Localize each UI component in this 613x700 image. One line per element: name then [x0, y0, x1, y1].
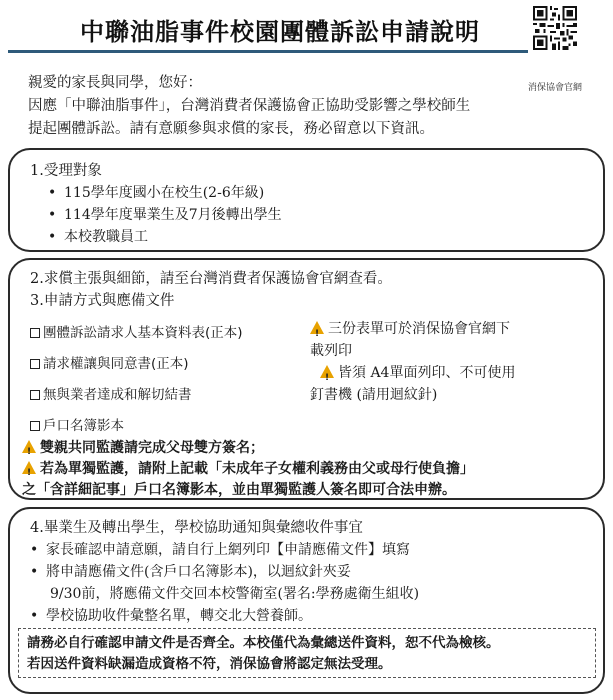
checkbox-icon[interactable] — [30, 359, 40, 369]
checklist-item[interactable]: 戶口名簿影本 — [30, 411, 320, 442]
list-item: • 學校協助收件彙整名單，轉交北大營養師。 — [30, 605, 600, 627]
checklist-item[interactable]: 無與業者達成和解切結書 — [30, 380, 320, 411]
bullet-icon: • — [48, 185, 57, 201]
bullet-icon: • — [30, 564, 39, 580]
list-item: • 將申請應備文件(含戶口名簿影本)，以迴紋針夾妥 — [30, 561, 600, 583]
list-item-continued: 9/30前，將應備文件交回本校警衛室(署名:學務處衛生組收) — [50, 586, 420, 602]
section-heading: 1.受理對象 — [30, 163, 102, 179]
warning-icon — [310, 321, 324, 334]
notice-line: !若為單獨監護，請附上記載「未成年子女權利義務由父或母行使負擔」 — [22, 459, 602, 480]
note-item: !三份表單可於消保協會官網下 — [310, 318, 580, 340]
document-checklist — [30, 318, 320, 442]
bullet-icon: • — [48, 229, 57, 245]
list-item: • 本校教職員工 — [30, 226, 282, 248]
note-item: 釘書機 (請用迴紋針) — [310, 387, 438, 403]
intro-line: 因應「中聯油脂事件」，台灣消費者保護協會正協助受影響之學校師生 — [28, 98, 471, 114]
disclaimer-box — [18, 628, 596, 678]
application-section — [8, 258, 605, 500]
list-item: • 家長確認申請意願，請自行上網列印【申請應備文件】填寫 — [30, 539, 600, 561]
intro-paragraph — [28, 72, 588, 141]
print-notes — [310, 318, 580, 406]
bullet-icon: • — [30, 542, 39, 558]
warning-icon — [22, 440, 36, 453]
intro-line: 提起團體訴訟。請有意願參與求償的家長，務必留意以下資訊。 — [28, 121, 434, 137]
notice-line: !雙親共同監護請完成父母雙方簽名； — [22, 438, 602, 459]
intro-greeting: 親愛的家長與同學，您好： — [28, 75, 202, 91]
page-title: 中聯油脂事件校園團體訴訟申請說明 — [80, 18, 480, 46]
checkbox-icon[interactable] — [30, 421, 40, 431]
notice-line: 之「含詳細記事」戶口名簿影本，並由單獨監護人簽名即可合法申辦。 — [22, 482, 456, 498]
disclaimer-line: 若因送件資料缺漏造成資格不符，消保協會將認定無法受理。 — [27, 656, 392, 672]
bullet-icon: • — [48, 207, 57, 223]
warning-icon — [320, 365, 334, 378]
section-heading: 2.求償主張與細節，請至台灣消費者保護協會官網查看。 — [30, 271, 392, 287]
section-heading: 4.畢業生及轉出學生，學校協助通知與彙總收件事宜 — [30, 520, 363, 536]
bullet-icon: • — [30, 608, 39, 624]
qr-caption: 消保協會官網 — [528, 83, 583, 93]
checklist-item[interactable]: 團體訴訟請求人基本資料表(正本) — [30, 318, 320, 349]
qr-code-icon[interactable] — [533, 6, 577, 50]
note-item: 載列印 — [310, 343, 352, 359]
title-underline — [8, 50, 528, 53]
list-item: • 115學年度國小在校生(2-6年級) — [30, 182, 282, 204]
checkbox-icon[interactable] — [30, 390, 40, 400]
checklist-item[interactable]: 請求權讓與同意書(正本) — [30, 349, 320, 380]
guardianship-notice — [22, 438, 602, 501]
section-heading: 3.申請方式與應備文件 — [30, 293, 175, 309]
warning-icon — [22, 461, 36, 474]
checkbox-icon[interactable] — [30, 328, 40, 338]
disclaimer-line: 請務必自行確認申請文件是否齊全。本校僅代為彙總送件資料，恕不代為檢核。 — [27, 635, 500, 651]
eligibility-section — [8, 148, 605, 252]
note-item: !皆須 A4單面列印、不可使用 — [310, 362, 580, 384]
list-item: • 114學年度畢業生及7月後轉出學生 — [30, 204, 282, 226]
